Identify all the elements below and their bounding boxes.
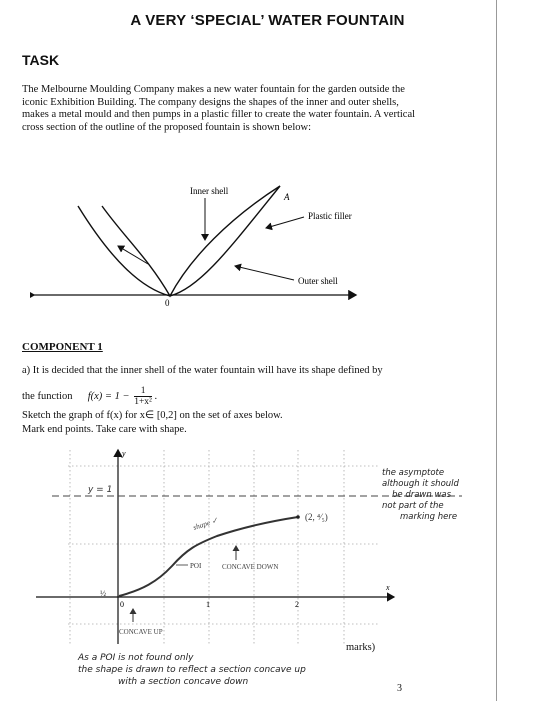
poi-label: POI <box>190 562 202 570</box>
label-origin: 0 <box>165 298 170 308</box>
tick-label-1: 1 <box>206 600 210 609</box>
grid-lines <box>68 450 378 644</box>
concave-up-label: CONCAVE UP <box>119 628 163 636</box>
endpoint-label: (2, ⁴⁄₅) <box>305 512 328 522</box>
feedback-line: the shape is drawn to reflect a section concave up <box>78 665 306 675</box>
sketched-curve <box>119 517 298 596</box>
mark-score: 3 <box>397 683 402 694</box>
sketch-instruction: Sketch the graph of f(x) for x∈ [0,2] on the set of axes below. <box>22 410 283 421</box>
arrow-outer-shell <box>235 266 294 280</box>
function-numerator: 1 <box>134 386 152 397</box>
mark-instruction: Mark end points. Take care with shape. <box>22 424 187 435</box>
margin-note-line: marking here <box>400 512 458 522</box>
margin-note-line: not part of the <box>382 501 444 511</box>
y-axis-label: y <box>122 449 126 458</box>
half-label: ½ <box>100 589 106 598</box>
question-a: a) It is decided that the inner shell of the water fountain will have its shape defined by <box>22 365 383 376</box>
feedback-note <box>78 652 418 688</box>
component-heading: COMPONENT 1 <box>22 341 103 353</box>
margin-note-line: the asymptote <box>382 468 445 478</box>
margin-note-line: be drawn was <box>392 490 452 500</box>
page-title: A VERY ‘SPECIAL’ WATER FOUNTAIN <box>130 12 405 29</box>
fountain-diagram <box>30 178 360 318</box>
arrow-outer-shell-left <box>118 246 148 264</box>
label-outer-shell: Outer shell <box>298 276 338 286</box>
tick-label-0: 0 <box>120 600 124 609</box>
function-definition <box>22 386 157 407</box>
asymptote-label: y = 1 <box>88 485 113 495</box>
concave-down-label: CONCAVE DOWN <box>222 563 279 571</box>
function-end: . <box>154 390 158 402</box>
tick-label-2: 2 <box>295 600 299 609</box>
x-axis-label: x <box>386 583 390 592</box>
task-paragraph: The Melbourne Moulding Company makes a new water fountain for the garden outside the iconic Exhibition Building. The company designs the shapes of the inner and outer shells, makes a metal mould and then pumps in a plastic filler to create the water fountain. A vertical cross section of the outline of the proposed fountain is shown below: <box>22 84 416 133</box>
marks-label: marks) <box>346 642 376 653</box>
margin-note <box>382 468 492 523</box>
label-plastic-filler: Plastic filler <box>308 211 352 221</box>
label-inner-shell: Inner shell <box>190 186 229 196</box>
task-heading: TASK <box>22 52 60 68</box>
page-edge-line <box>496 0 497 701</box>
feedback-line: As a POI is not found only <box>78 653 194 663</box>
function-denominator: 1+x² <box>134 397 152 407</box>
inner-shell-curve <box>102 186 280 296</box>
shape-label: shape ✓ <box>191 515 220 532</box>
function-prefix: the function <box>22 390 73 402</box>
endpoint-dot <box>296 515 300 519</box>
feedback-line: with a section concave down <box>118 677 249 687</box>
function-lhs: f(x) = 1 − <box>87 390 130 402</box>
arrow-plastic-filler <box>266 217 304 228</box>
margin-note-line: although it should <box>382 479 459 489</box>
label-point-a: A <box>284 192 290 202</box>
